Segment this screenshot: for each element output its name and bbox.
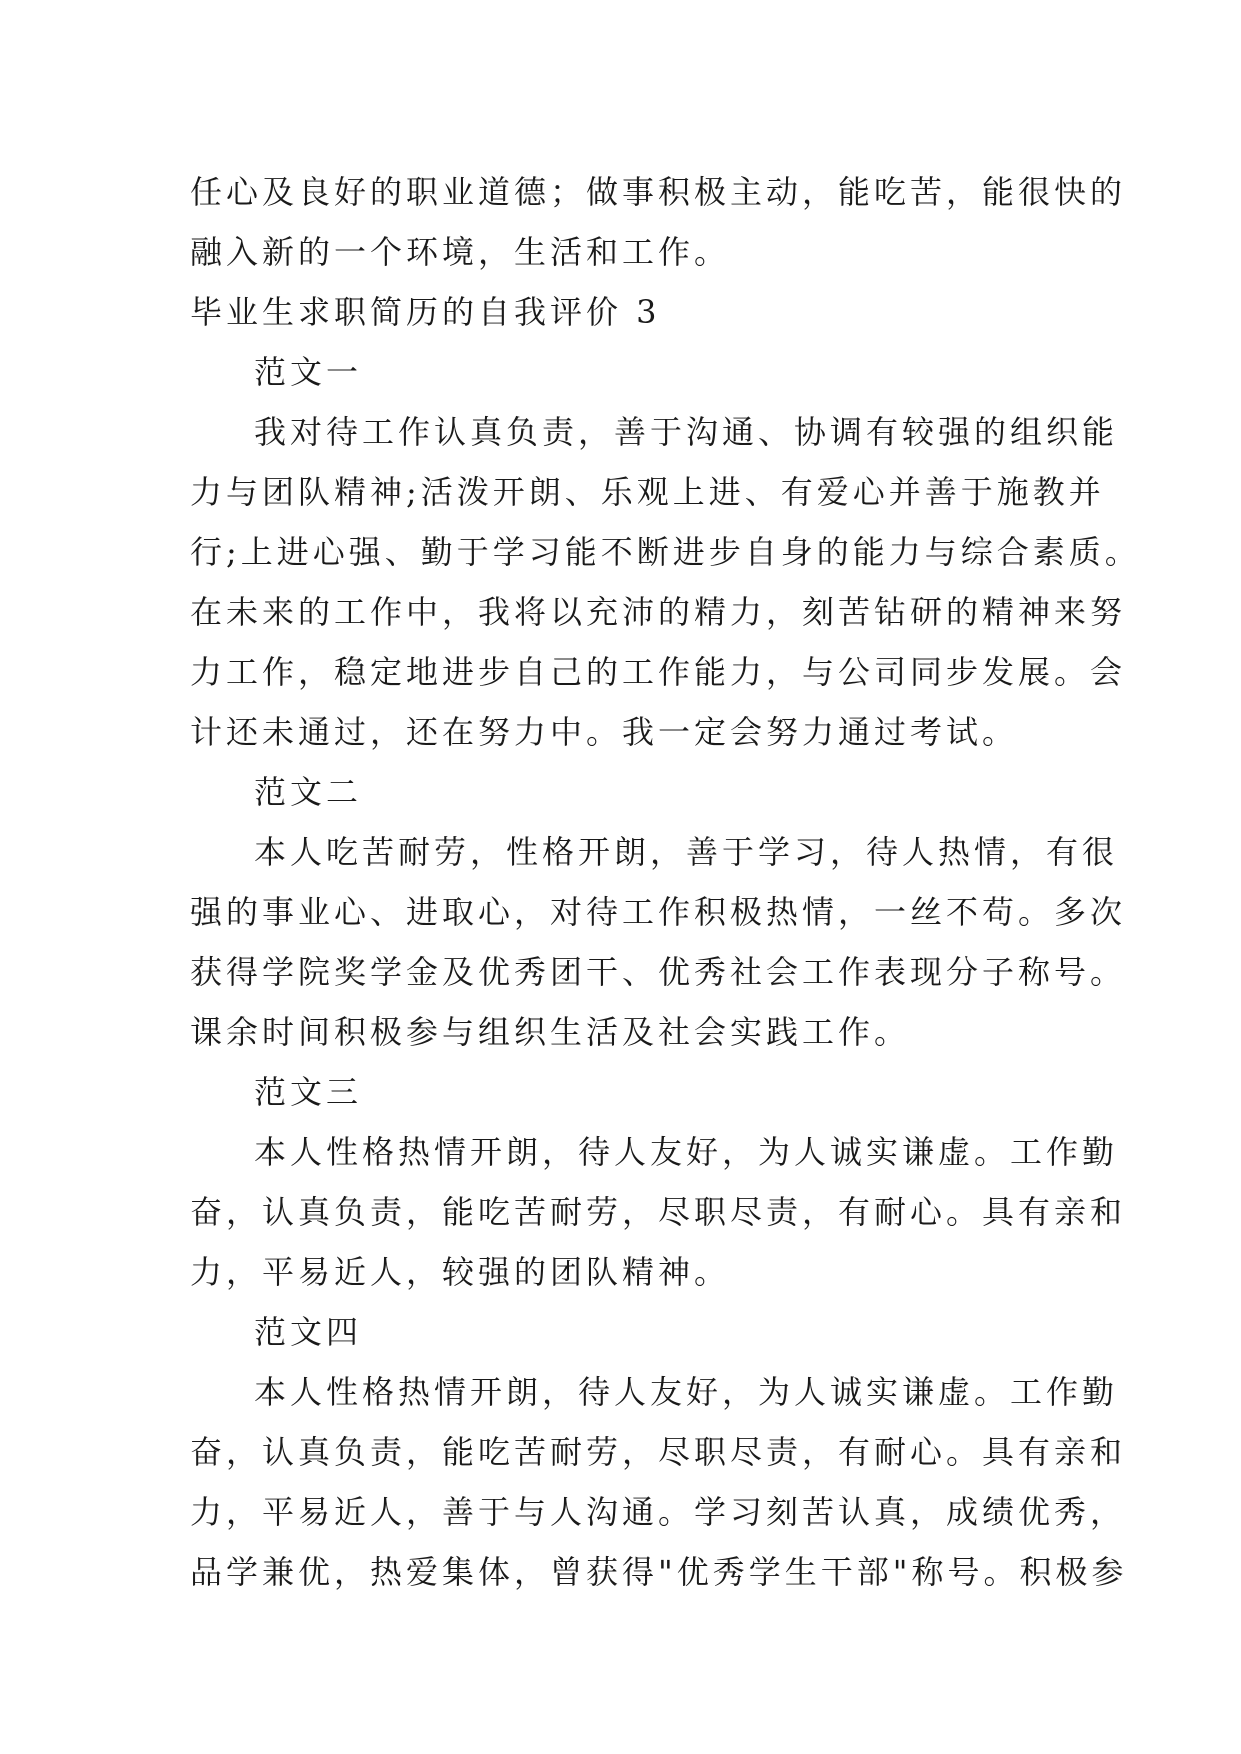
body-text-line: 力，平易近人，较强的团队精神。: [190, 1253, 731, 1291]
body-text-line: 获得学院奖学金及优秀团干、优秀社会工作表现分子称号。: [190, 953, 1127, 991]
body-text-line: 本人吃苦耐劳，性格开朗，善于学习，待人热情，有很: [254, 833, 1119, 871]
body-text-line: 力，平易近人，善于与人沟通。学习刻苦认真，成绩优秀，: [190, 1493, 1127, 1531]
body-text-line: 课余时间积极参与组织生活及社会实践工作。: [190, 1013, 911, 1051]
body-text-line: 融入新的一个环境，生活和工作。: [190, 233, 731, 271]
body-text-line: 力与团队精神;活泼开朗、乐观上进、有爱心并善于施教并: [190, 473, 1105, 511]
sample-heading-3: 范文三: [254, 1073, 363, 1111]
body-text-line: 计还未通过，还在努力中。我一定会努力通过考试。: [190, 713, 1019, 751]
body-text-line: 品学兼优，热爱集体，曾获得"优秀学生干部"称号。积极参: [190, 1553, 1128, 1591]
body-text-line: 在未来的工作中，我将以充沛的精力，刻苦钻研的精神来努: [190, 593, 1127, 631]
sample-heading-1: 范文一: [254, 353, 363, 391]
sample-heading-2: 范文二: [254, 773, 363, 811]
document-body: [190, 162, 1141, 1602]
section-heading: 毕业生求职简历的自我评价 3: [190, 293, 661, 331]
body-text-line: 奋，认真负责，能吃苦耐劳，尽职尽责，有耐心。具有亲和: [190, 1193, 1127, 1231]
body-text-line: 本人性格热情开朗，待人友好，为人诚实谦虚。工作勤: [254, 1133, 1119, 1171]
body-text-line: 我对待工作认真负责，善于沟通、协调有较强的组织能: [254, 413, 1119, 451]
body-text-line: 本人性格热情开朗，待人友好，为人诚实谦虚。工作勤: [254, 1373, 1119, 1411]
body-text-line: 奋，认真负责，能吃苦耐劳，尽职尽责，有耐心。具有亲和: [190, 1433, 1127, 1471]
body-text-line: 任心及良好的职业道德；做事积极主动，能吃苦，能很快的: [190, 173, 1127, 211]
body-text-line: 强的事业心、进取心，对待工作积极热情，一丝不苟。多次: [190, 893, 1127, 931]
sample-heading-4: 范文四: [254, 1313, 363, 1351]
body-text-line: 行;上进心强、勤于学习能不断进步自身的能力与综合素质。: [190, 533, 1141, 571]
body-text-line: 力工作，稳定地进步自己的工作能力，与公司同步发展。会: [190, 653, 1127, 691]
